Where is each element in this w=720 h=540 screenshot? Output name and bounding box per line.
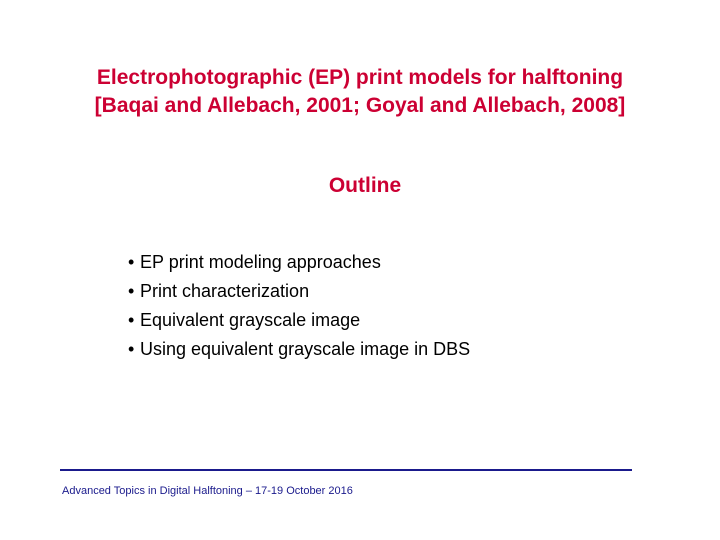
section-heading: Outline: [328, 174, 402, 197]
list-item-text: EP print modeling approaches: [140, 252, 381, 272]
slide-title-line-1: Electrophotographic (EP) print models for halftoning: [96, 66, 624, 89]
bullet-icon: •: [128, 281, 135, 301]
list-item-text: Using equivalent grayscale image in DBS: [140, 339, 471, 359]
footer-text: Advanced Topics in Digital Halftoning – 17-19 October 2016: [62, 485, 353, 497]
bullet-icon: •: [128, 339, 135, 359]
slide-title: [0, 64, 720, 120]
bullet-icon: •: [128, 252, 135, 272]
bullet-icon: •: [128, 310, 135, 330]
outline-list: [128, 248, 470, 364]
list-item: [128, 248, 470, 277]
list-item: [128, 277, 470, 306]
list-item-text: Print characterization: [140, 281, 310, 301]
footer-divider: [60, 469, 632, 471]
list-item: [128, 306, 470, 335]
list-item-text: Equivalent grayscale image: [140, 310, 361, 330]
list-item: [128, 335, 470, 364]
slide-title-line-2: [Baqai and Allebach, 2001; Goyal and Allebach, 2008]: [94, 94, 626, 117]
